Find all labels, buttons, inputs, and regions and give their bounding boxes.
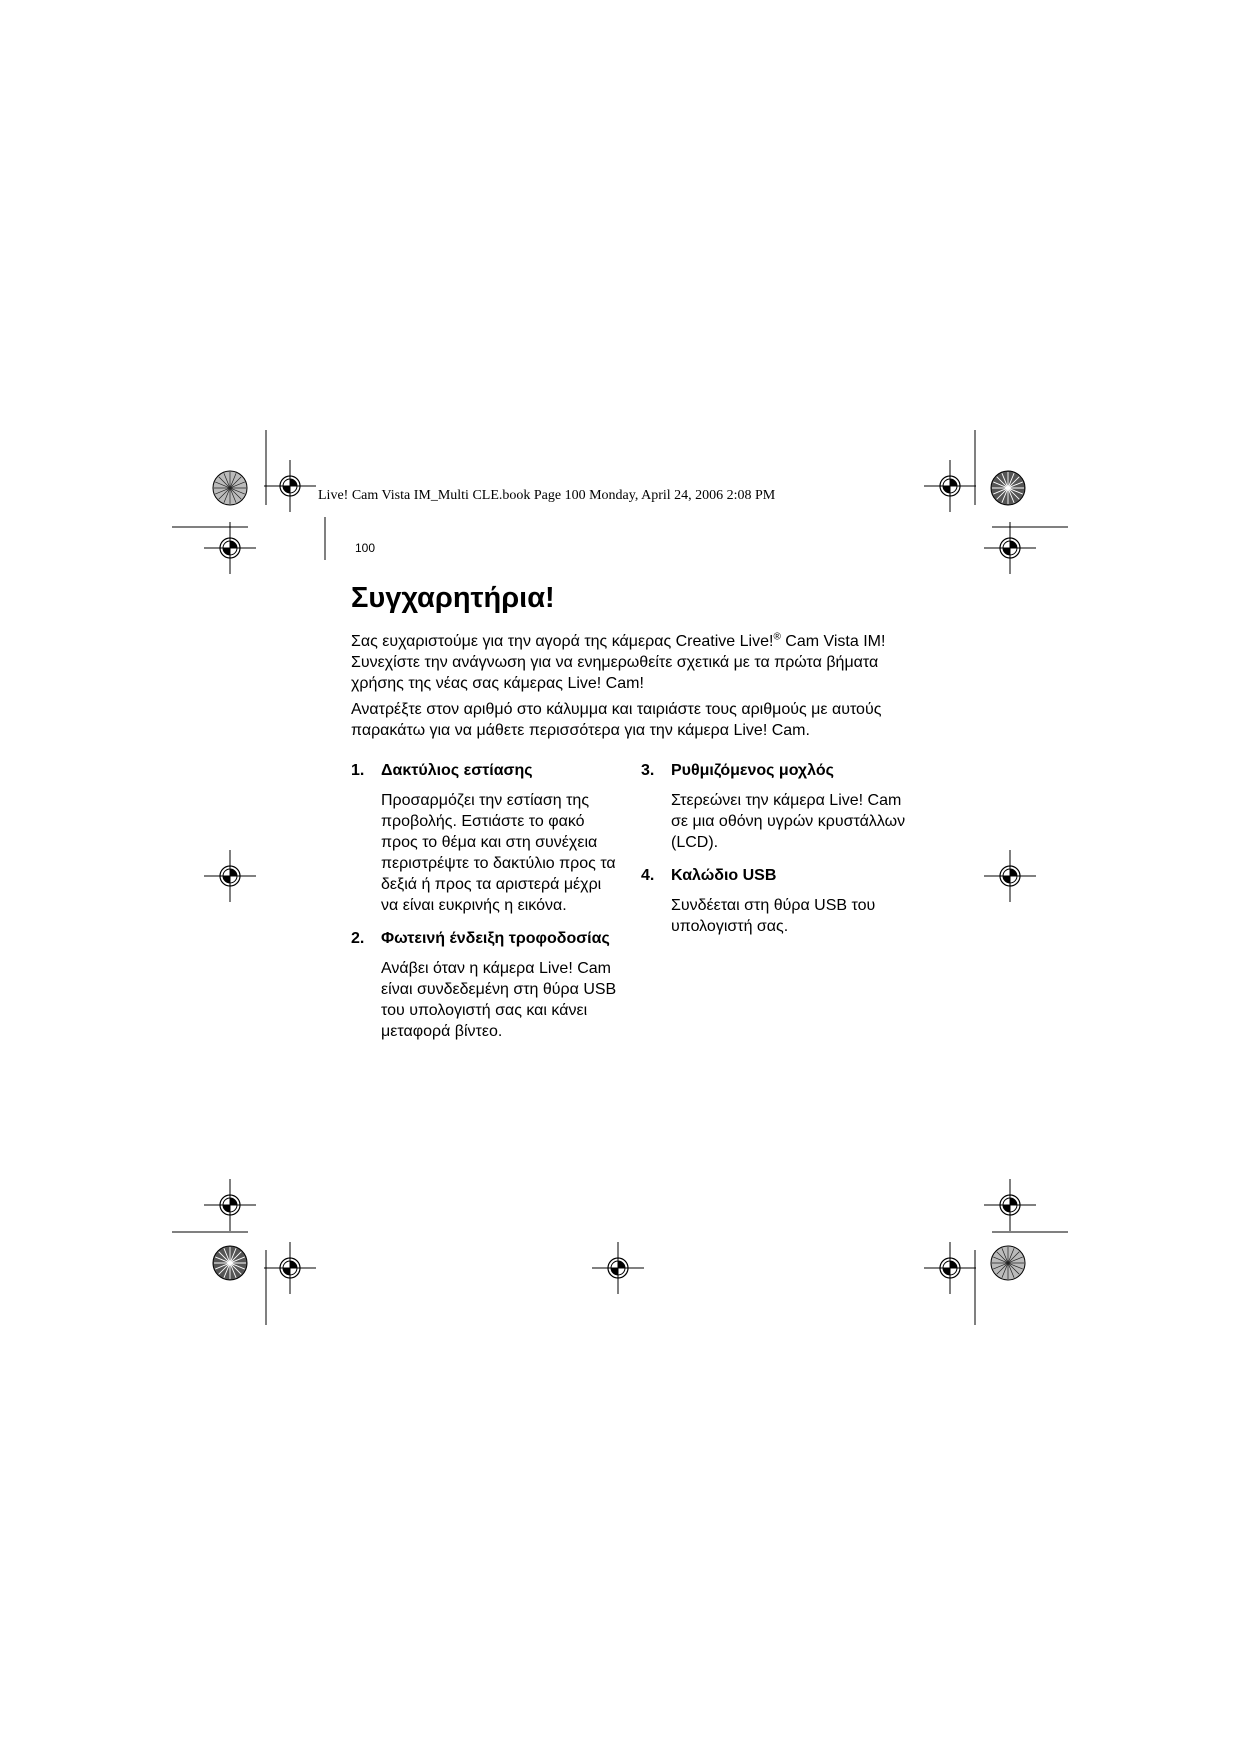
intro-text-before: Σας ευχαριστούμε για την αγορά της κάμερας Creative Live!	[351, 633, 774, 650]
registration-mark	[264, 460, 316, 512]
registration-mark	[204, 850, 256, 902]
registration-mark	[204, 1179, 256, 1231]
item-description: Στερεώνει την κάμερα Live! Cam σε μια οθόνη υγρών κρυστάλλων (LCD).	[671, 792, 906, 851]
registration-mark	[592, 1242, 644, 1294]
star-target	[213, 1246, 247, 1280]
registration-mark	[924, 1242, 976, 1294]
registration-mark	[264, 1242, 316, 1294]
item-title: Ρυθμιζόμενος μοχλός	[671, 762, 834, 779]
intro-text-after: Cam Vista IM! Συνεχίστε την ανάγνωση για να ενημερωθείτε σχετικά με τα πρώτα βήματα χρήσης της νέας σας κάμερας Live! Cam!	[351, 633, 886, 692]
registration-mark	[984, 850, 1036, 902]
item-number: 2.	[351, 930, 365, 947]
item-number: 1.	[351, 762, 365, 779]
page-title: Συγχαρητήρια!	[351, 582, 555, 614]
item-title: Δακτύλιος εστίασης	[381, 762, 533, 779]
item-title: Φωτεινή ένδειξη τροφοδοσίας	[381, 930, 610, 947]
item-description: Προσαρμόζει την εστίαση της προβολής. Εστιάστε το φακό προς το θέμα και στη συνέχεια περιστρέψτε το δακτύλιο προς τα δεξιά ή προς τα αριστερά μέχρι να είναι ευκρινής η εικόνα.	[381, 792, 616, 914]
item-description: Ανάβει όταν η κάμερα Live! Cam είναι συνδεδεμένη στη θύρα USB του υπολογιστή σας και κάνει μεταφορά βίντεο.	[381, 960, 617, 1040]
registration-mark	[924, 460, 976, 512]
registered-mark: ®	[773, 631, 781, 643]
registration-mark	[984, 522, 1036, 574]
item-number: 3.	[641, 762, 655, 779]
star-target	[991, 1246, 1025, 1280]
list-item	[351, 928, 621, 1042]
list-item	[641, 760, 911, 853]
registration-mark	[984, 1179, 1036, 1231]
instructions-paragraph: Ανατρέξτε στον αριθμό στο κάλυμμα και ταιριάστε τους αριθμούς με αυτούς παρακάτω για να μάθετε περισσότερα για την κάμερα Live! Cam.	[351, 701, 882, 739]
list-item	[641, 865, 911, 937]
list-item	[351, 760, 621, 916]
parts-list-left	[351, 760, 621, 1054]
item-title: Καλώδιο USB	[671, 867, 777, 884]
star-target	[991, 471, 1025, 505]
intro-paragraph	[351, 631, 911, 694]
page-number: 100	[355, 541, 376, 555]
registration-mark	[204, 522, 256, 574]
print-slug: Live! Cam Vista IM_Multi CLE.book Page 100 Monday, April 24, 2006 2:08 PM	[318, 488, 776, 503]
item-description: Συνδέεται στη θύρα USB του υπολογιστή σας.	[671, 897, 876, 935]
item-number: 4.	[641, 867, 655, 884]
parts-list-right	[641, 760, 911, 949]
star-target	[213, 471, 247, 505]
